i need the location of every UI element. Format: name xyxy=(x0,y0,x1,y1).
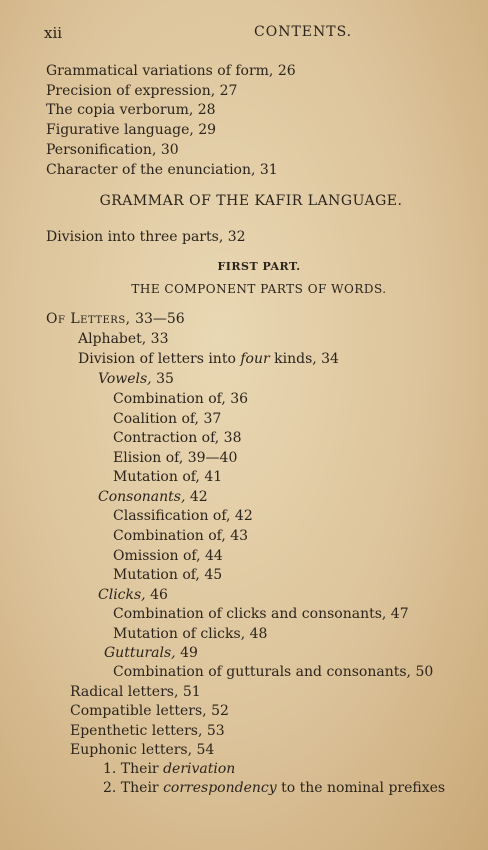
entry-emphasis: derivation xyxy=(163,761,236,777)
subheading-page: 49 xyxy=(180,645,198,661)
entry-text: 2. Their xyxy=(103,780,159,796)
toc-entry xyxy=(78,350,339,368)
subheading-label: Clicks, xyxy=(98,587,146,603)
section-heading: GRAMMAR OF THE KAFIR LANGUAGE. xyxy=(99,193,403,209)
toc-entry: Radical letters, 51 xyxy=(70,684,201,700)
subheading-page: 35 xyxy=(156,371,174,387)
toc-subheading xyxy=(104,644,198,662)
toc-entry: Grammatical variations of form, 26 xyxy=(46,63,296,79)
page-header xyxy=(44,24,448,44)
toc-entry: Combination of clicks and consonants, 47 xyxy=(113,606,409,622)
subheading-label: Gutturals, xyxy=(104,645,176,661)
toc-entry: Classification of, 42 xyxy=(113,508,253,524)
toc-numbered-entry xyxy=(103,760,235,778)
toc-entry: Combination of, 36 xyxy=(113,391,249,407)
toc-subheading xyxy=(98,370,174,388)
toc-entry: Combination of gutturals and consonants, 50 xyxy=(113,664,434,680)
toc-entry: Elision of, 39—40 xyxy=(113,450,238,466)
entry-text: Division of letters into xyxy=(78,351,236,367)
entry-text: 1. Their xyxy=(103,761,159,777)
entry-emphasis: four xyxy=(240,351,270,367)
entry-text: kinds, 34 xyxy=(274,351,339,367)
toc-entry: The copia verborum, 28 xyxy=(46,102,216,118)
chapter-pages: 33—56 xyxy=(135,311,185,327)
toc-entry: Compatible letters, 52 xyxy=(70,703,229,719)
toc-entry: Character of the enunciation, 31 xyxy=(46,162,278,178)
entry-text: to the nominal prefixes xyxy=(281,780,446,796)
toc-entry: Figurative language, 29 xyxy=(46,122,217,138)
subheading-label: Vowels, xyxy=(98,371,152,387)
toc-entry: Euphonic letters, 54 xyxy=(70,742,215,758)
toc-entry: Contraction of, 38 xyxy=(113,430,242,446)
toc-entry: Mutation of clicks, 48 xyxy=(113,626,268,642)
page-number: xii xyxy=(44,24,63,42)
toc-numbered-entry xyxy=(103,779,445,797)
subheading-label: Consonants, xyxy=(98,489,186,505)
toc-entry: Combination of, 43 xyxy=(113,528,249,544)
toc-entry: Coalition of, 37 xyxy=(113,411,222,427)
toc-entry: Precision of expression, 27 xyxy=(46,83,238,99)
toc-entry: Mutation of, 41 xyxy=(113,469,223,485)
toc-entry: Epenthetic letters, 53 xyxy=(70,723,225,739)
toc-entry: Omission of, 44 xyxy=(113,548,223,564)
toc-entry: Division into three parts, 32 xyxy=(46,229,246,245)
chapter-label: Of Letters, xyxy=(46,311,131,327)
entry-emphasis: correspondency xyxy=(163,780,277,796)
toc-entry: Mutation of, 45 xyxy=(113,567,223,583)
toc-subheading xyxy=(98,586,168,604)
part-title: THE COMPONENT PARTS OF WORDS. xyxy=(131,282,387,296)
toc-entry: Personification, 30 xyxy=(46,142,179,158)
subheading-page: 46 xyxy=(150,587,168,603)
toc-chapter-heading xyxy=(46,310,185,328)
toc-entry: Alphabet, 33 xyxy=(78,331,169,347)
running-title: CONTENTS. xyxy=(254,24,353,40)
part-heading: FIRST PART. xyxy=(217,260,301,273)
toc-subheading xyxy=(98,488,208,506)
subheading-page: 42 xyxy=(189,489,208,505)
